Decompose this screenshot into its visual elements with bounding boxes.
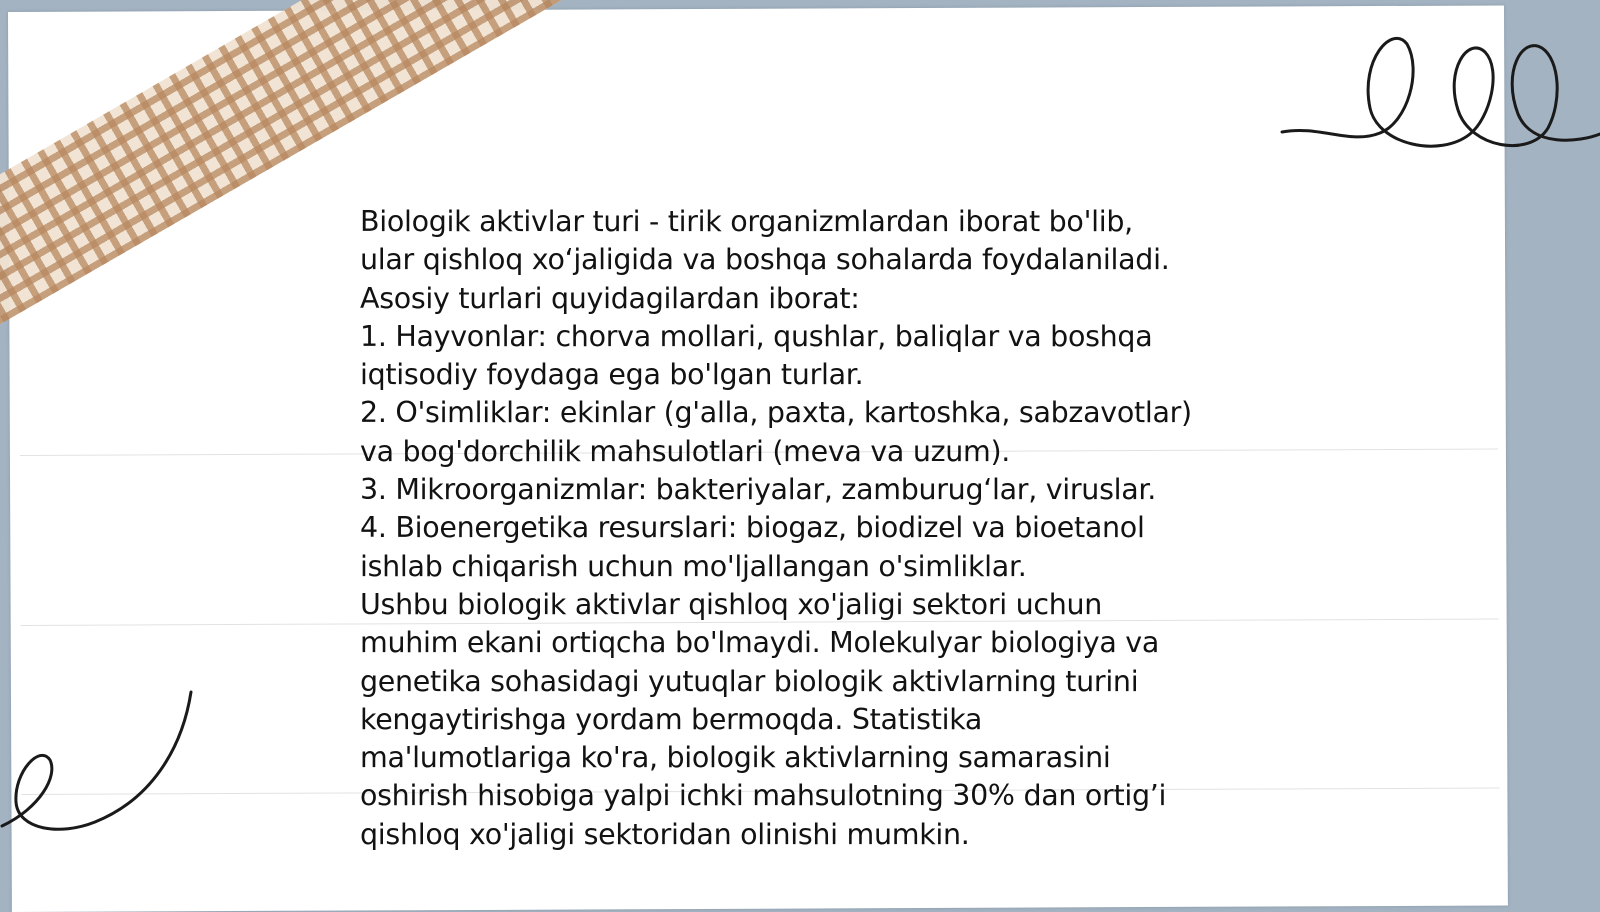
text-line: 1. Hayvonlar: chorva mollari, qushlar, baliqlar va boshqa <box>360 319 1153 353</box>
text-line: qishloq xo'jaligi sektoridan olinishi mumkin. <box>360 817 970 851</box>
text-line: kengaytirishga yordam bermoqda. Statistika <box>360 702 983 736</box>
text-line: ular qishloq xo‘jaligida va boshqa sohalarda foydalaniladi. <box>360 243 1170 277</box>
text-line: Asosiy turlari quyidagilardan iborat: <box>360 281 860 315</box>
text-line: Ushbu biologik aktivlar qishloq xo'jaligi sektori uchun <box>360 587 1103 621</box>
text-line: Biologik aktivlar turi - tirik organizmlardan iborat bo'lib, <box>360 205 1133 238</box>
text-line: genetika sohasidagi yutuqlar biologik aktivlarning turini <box>360 664 1139 698</box>
loop-scribble-top-right <box>1280 30 1600 170</box>
text-line: va bog'dorchilik mahsulotlari (meva va uzum). <box>360 434 1011 468</box>
text-line: oshirish hisobiga yalpi ichki mahsulotning 30% dan ortig’i <box>360 779 1167 813</box>
text-line: 3. Mikroorganizmlar: bakteriyalar, zamburug‘lar, viruslar. <box>360 473 1156 507</box>
text-line: ishlab chiqarish uchun mo'ljallangan o'simliklar. <box>360 549 1027 583</box>
text-line: ma'lumotlariga ko'ra, biologik aktivlarning samarasini <box>360 741 1111 775</box>
loop-scribble-bottom-left <box>0 690 200 850</box>
text-line: muhim ekani ortiqcha bo'lmaydi. Molekulyar biologiya va <box>360 626 1159 660</box>
text-line: 2. O'simliklar: ekinlar (g'alla, paxta, kartoshka, sabzavotlar) <box>360 396 1192 430</box>
body-text <box>360 203 1280 854</box>
text-line: iqtisodiy foydaga ega bo'lgan turlar. <box>360 358 864 392</box>
text-line: 4. Bioenergetika resurslari: biogaz, biodizel va bioetanol <box>360 511 1145 545</box>
